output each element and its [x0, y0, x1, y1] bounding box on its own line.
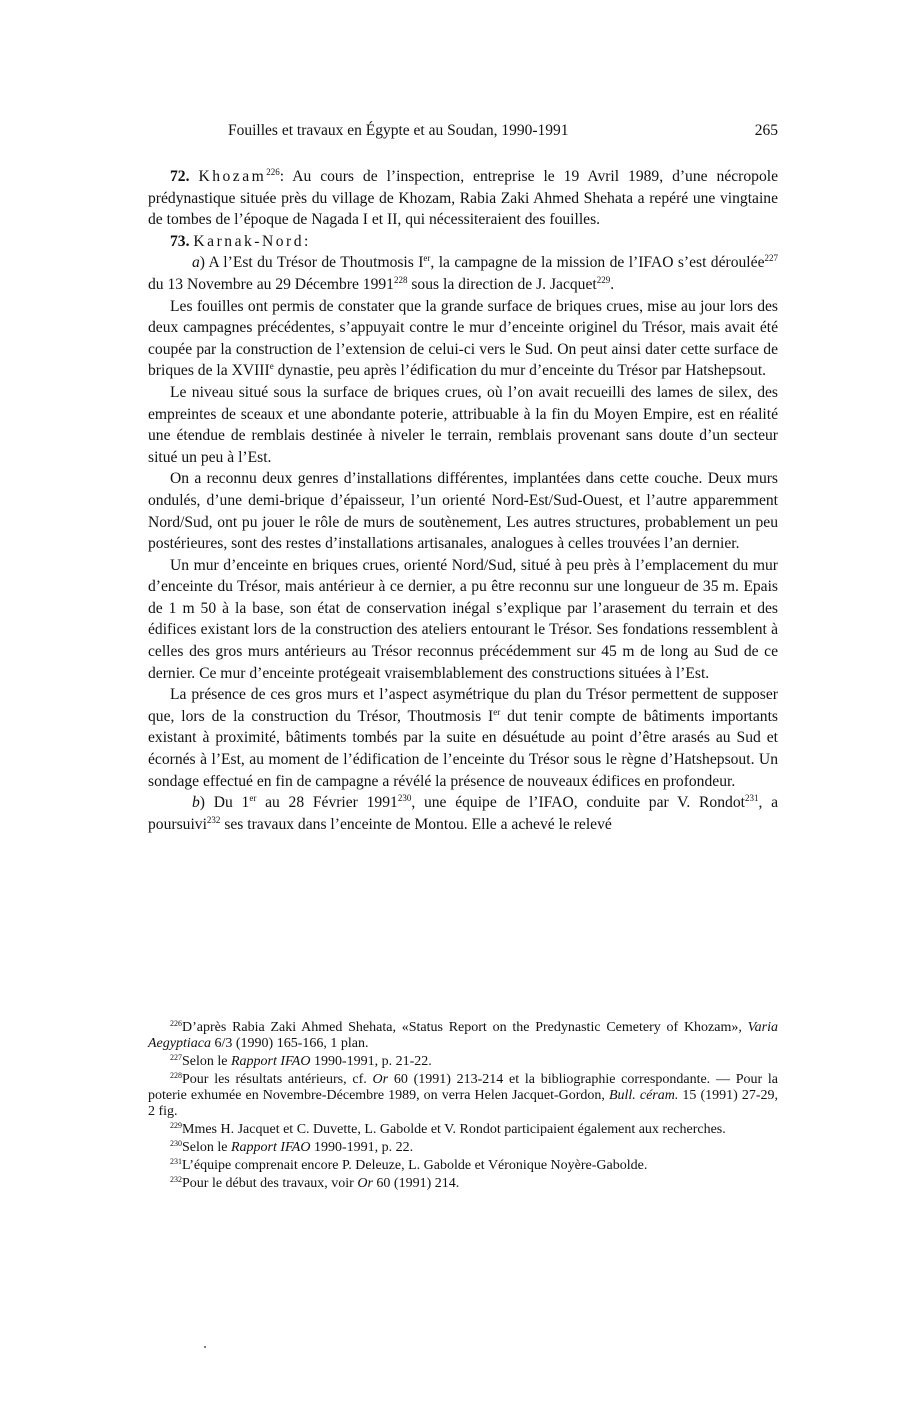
footnote-ref: 227	[764, 253, 778, 264]
footnote-number: 228	[170, 1071, 182, 1080]
footnote-ref: 230	[397, 793, 412, 804]
section-letter: b	[192, 794, 200, 812]
paragraph	[148, 296, 778, 382]
paragraph-text: : Au cours de l’inspection, entreprise le 19 Avril 1989, d’une nécropole prédynastique située près du village de Khozam, Rabia Zaki Ahmed Shehata a repéré une vingtaine de tombes de l’époque de Nagada I et II, qui nécessiteraient des fouilles.	[148, 168, 778, 229]
footnote-number: 229	[170, 1121, 182, 1130]
main-text	[148, 166, 778, 835]
footnote-italic: Bull. céram.	[608, 1088, 679, 1103]
footnote-text: D’après Rabia Zaki Ahmed Shehata, «Status Report on the Predynastic Cemetery of Khozam»,	[182, 1020, 748, 1035]
footnote-italic: Varia Aegyptiaca	[148, 1020, 778, 1051]
colon: :	[304, 232, 309, 250]
footnote-text: Pour le début des travaux, voir	[182, 1176, 358, 1191]
footnote	[148, 1122, 778, 1138]
footnote-italic: Or	[372, 1072, 389, 1087]
ordinal-sup: er	[423, 253, 431, 264]
ordinal-sup: er	[249, 793, 257, 804]
text-run: ses travaux dans l’enceinte de Montou. Elle a achevé le relevé	[220, 815, 612, 833]
site-name: Karnak-Nord	[193, 232, 305, 250]
footnote-italic: Rapport IFAO	[231, 1140, 311, 1155]
footnote-text: 1990-1991, p. 22.	[310, 1140, 414, 1155]
footnote-number: 226	[170, 1019, 182, 1028]
paragraph: Un mur d’enceinte en briques crues, orienté Nord/Sud, situé à peu près à l’emplacement du mur d’enceinte du Trésor, mais antérieur à ce dernier, a pu être reconnu sur une longueur de 35 m. Epais de 1 m 50 à la base, son état de conservation inégal s’explique par l’arasement du terrain et des édifices existant lors de la construction des ateliers entourant le Trésor. Ses fondations ressemblent à celles des gros murs antérieurs au Trésor reconnus précédemment sur 45 m de long au Sud de ce dernier. Ce mur d’enceinte protégeait vraisemblablement des constructions situées à l’Est.	[148, 556, 778, 682]
text-run: .	[610, 275, 615, 293]
footnote-text: 1990-1991, p. 21-22.	[310, 1054, 432, 1069]
site-name: Khozam	[198, 168, 267, 185]
entry-number: 72.	[170, 168, 190, 185]
entry-73-heading	[148, 231, 778, 253]
ordinal-sup: er	[493, 706, 501, 717]
footnote-text: Pour les résultats antérieurs, cf.	[182, 1072, 373, 1087]
footnote	[148, 1072, 778, 1120]
footnote-text: L’équipe comprenait encore P. Deleuze, L. Gabolde et Véronique Noyère-Gabolde.	[182, 1158, 648, 1173]
text-run: sous la direction de J. Jacquet	[407, 275, 597, 293]
paragraph: Le niveau situé sous la surface de briques crues, où l’on avait recueilli des lames de silex, des empreintes de sceaux et une abondante poterie, attribuable à la fin du Moyen Empire, est en réalité une étendue de remblais destinée à niveler le terrain, remblais provenant sans doute d’un secteur situé un peu à l’Est.	[148, 383, 778, 466]
running-head	[148, 122, 778, 144]
footnote-text: 6/3 (1990) 165-166, 1 plan.	[210, 1036, 369, 1051]
footnote-ref: 229	[596, 274, 611, 285]
footnote	[148, 1158, 778, 1174]
footnote-text: Selon le	[182, 1140, 231, 1155]
ordinal-sup: e	[269, 361, 274, 372]
page-number: 265	[754, 122, 778, 139]
paragraph	[148, 684, 778, 792]
paragraph: On a reconnu deux genres d’installations différentes, implantées dans cette couche. Deux murs ondulés, d’une demi-brique d’épaisseur, l’un orienté Nord-Est/Sud-Ouest, et l’autre apparemment Nord/Sud, ont pu jouer le rôle de murs de soutènement, Les autres structures, probablement un peu postérieures, sont des restes d’installations artisanales, analogues à celles trouvées l’an dernier.	[148, 470, 778, 553]
footnote-number: 232	[170, 1175, 182, 1184]
footnote-text: 60 (1991) 213-214 et la bibliographie correspondante. — Pour la poterie exhumée en Novembre-Décembre 1989, on verra Helen Jacquet-Gordon,	[148, 1072, 778, 1103]
footnotes	[148, 1020, 778, 1194]
footnote	[148, 1176, 778, 1192]
entry-number: 73.	[170, 232, 190, 250]
section-letter: a	[192, 254, 200, 272]
text-run: , a poursuivi	[148, 794, 779, 833]
footnote-ref: 231	[744, 793, 759, 804]
text-run: du 13 Novembre au 29 Décembre 1991	[148, 275, 394, 293]
text-run: dut tenir compte de bâtiments importants existant à proximité, bâtiments tombés par la suite en désuétude au point d’être arasés au Sud et écornés à l’Est, au moment de l’édification de l’enceinte du Trésor sous le règne d’Hatshepsout. Un sondage effectué en fin de campagne a révélé la présence de nouveaux édifices en profondeur.	[148, 707, 778, 790]
footnote-number: 230	[170, 1139, 182, 1148]
text-run: , la campagne de la mission de l’IFAO s’est déroulée	[430, 254, 765, 272]
section-b	[148, 792, 778, 835]
running-title: Fouilles et travaux en Égypte et au Soudan, 1990-1991	[228, 122, 569, 139]
footnote-text: Mmes H. Jacquet et C. Duvette, L. Gabolde et V. Rondot participaient également aux recherches.	[182, 1122, 726, 1137]
footnote-italic: Or	[357, 1176, 373, 1191]
footnote-italic: Rapport IFAO	[231, 1054, 311, 1069]
footnote-number: 231	[170, 1157, 182, 1166]
footnote-ref: 228	[393, 274, 408, 285]
footnote-text: Selon le	[182, 1054, 231, 1069]
text-run: ) Du 1	[199, 794, 250, 812]
text-run: Les fouilles ont permis de constater que la grande surface de briques crues, mise au jour lors des deux campagnes précédentes, s’appuyait contre le mur d’enceinte originel du Trésor, mais avait été coupée par la construction de l’extension de celui-ci vers le Sud. On peut ainsi dater cette surface de briques de la XVIII	[148, 297, 778, 380]
footnote-ref: 226	[266, 167, 280, 177]
text-run: dynastie, peu après l’édification du mur d’enceinte du Trésor par Hatshepsout.	[273, 362, 767, 380]
text-run: , une équipe de l’IFAO, conduite par V. Rondot	[411, 794, 745, 812]
text-run: La présence de ces gros murs et l’aspect asymétrique du plan du Trésor permettent de supposer que, lors de la construction du Trésor, Thoutmosis I	[148, 686, 778, 725]
footnote-ref: 232	[206, 814, 221, 825]
footnote	[148, 1020, 778, 1052]
footnote	[148, 1140, 778, 1156]
entry-72	[148, 166, 778, 231]
section-a	[148, 252, 778, 295]
footnote	[148, 1054, 778, 1070]
text-run: ) A l’Est du Trésor de Thoutmosis I	[199, 254, 424, 272]
scan-speck	[204, 1346, 206, 1348]
footnote-number: 227	[170, 1053, 182, 1062]
text-run: au 28 Février 1991	[256, 794, 398, 812]
footnote-text: 60 (1991) 214.	[372, 1176, 460, 1191]
footnote-text: 15 (1991) 27-29, 2 fig.	[148, 1088, 778, 1119]
